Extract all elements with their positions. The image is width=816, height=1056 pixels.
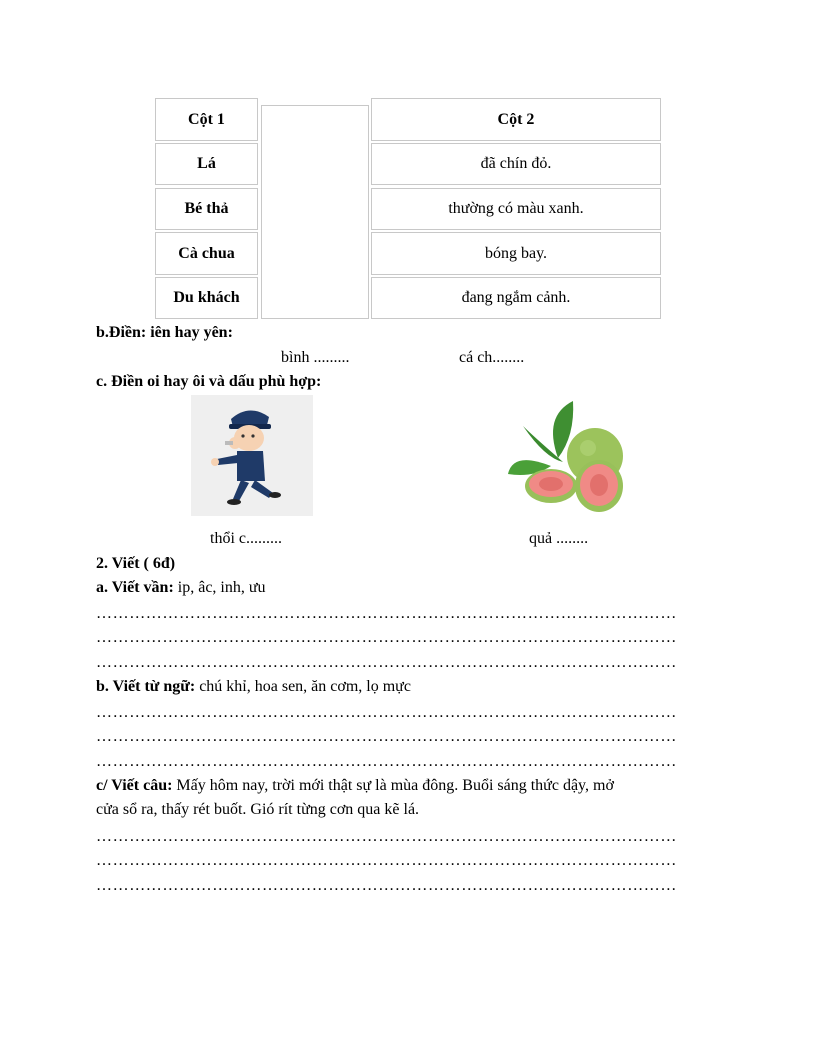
- write-sentence-text-line2: cửa sổ ra, thấy rét buốt. Gió rít từng cơn qua kẽ lá.: [96, 801, 420, 818]
- write-rhymes-label: a. Viết vần:: [96, 579, 174, 596]
- fill-item-ca-ch: cá ch........: [459, 349, 525, 366]
- writing-line: ……………………………………………………………………………………………: [96, 704, 677, 721]
- table-cell-col1-row3: Cà chua: [155, 232, 258, 275]
- table-cell-col2-row2: thường có màu xanh.: [371, 188, 661, 230]
- write-sentence-label: c/ Viết câu:: [96, 777, 173, 794]
- writing-line: ……………………………………………………………………………………………: [96, 877, 677, 894]
- write-words-label: b. Viết từ ngữ:: [96, 678, 196, 695]
- write-sentence-prompt: [96, 777, 614, 795]
- write-words-prompt: [96, 678, 411, 696]
- section-c-title: c. Điền oi hay ôi và dấu phù hợp:: [96, 373, 322, 390]
- writing-line: ……………………………………………………………………………………………: [96, 605, 677, 622]
- writing-line: ……………………………………………………………………………………………: [96, 629, 677, 646]
- fill-item-binh: bình .........: [281, 349, 350, 366]
- guava-fruit-image: [503, 396, 625, 517]
- write-sentence-text-line1: Mấy hôm nay, trời mới thật sự là mùa đông. Buổi sáng thức dậy, mở: [172, 777, 614, 794]
- writing-line: ……………………………………………………………………………………………: [96, 828, 677, 845]
- table-cell-col2-row1: đã chín đỏ.: [371, 143, 661, 185]
- matching-column-blank: [261, 105, 369, 319]
- table-cell-col2-row3: bóng bay.: [371, 232, 661, 275]
- writing-line: ……………………………………………………………………………………………: [96, 852, 677, 869]
- table-header-col2: Cột 2: [371, 98, 661, 141]
- caption-thoi-c: thổi c.........: [210, 530, 282, 547]
- table-header-col1: Cột 1: [155, 98, 258, 141]
- policeman-whistle-image: [191, 395, 313, 516]
- section-b-title: b.Điền: iên hay yên:: [96, 324, 233, 341]
- table-cell-col1-row1: Lá: [155, 143, 258, 185]
- table-cell-col1-row4: Du khách: [155, 277, 258, 319]
- write-rhymes-prompt: [96, 579, 266, 597]
- writing-section-title: 2. Viết ( 6đ): [96, 555, 176, 572]
- writing-line: ……………………………………………………………………………………………: [96, 753, 677, 770]
- caption-qua: quả ........: [529, 530, 589, 547]
- write-words-text: chú khỉ, hoa sen, ăn cơm, lọ mực: [195, 678, 411, 695]
- writing-line: ……………………………………………………………………………………………: [96, 654, 677, 671]
- write-rhymes-text: ip, âc, inh, ưu: [173, 579, 266, 596]
- writing-line: ……………………………………………………………………………………………: [96, 728, 677, 745]
- table-cell-col2-row4: đang ngắm cảnh.: [371, 277, 661, 319]
- table-cell-col1-row2: Bé thả: [155, 188, 258, 230]
